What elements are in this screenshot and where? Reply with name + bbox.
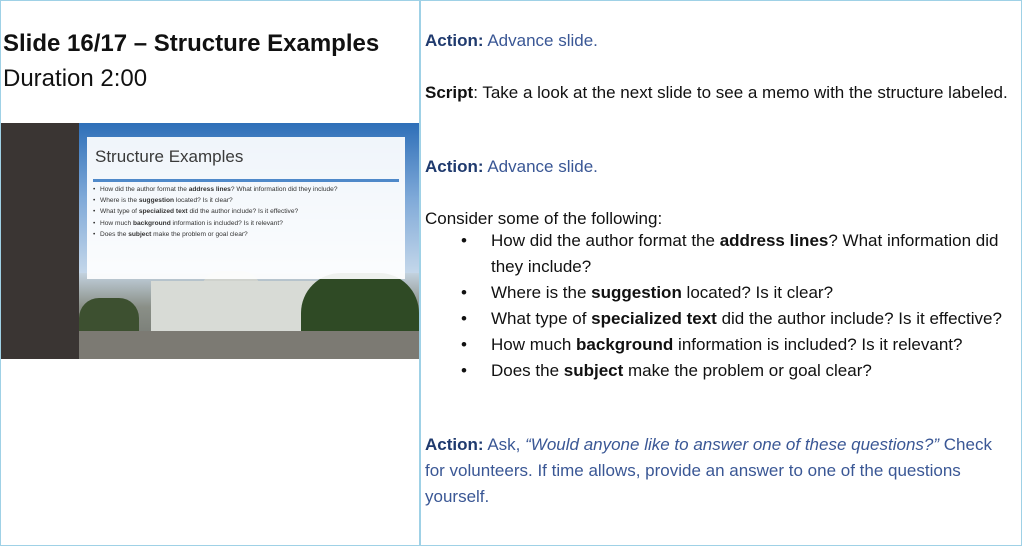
script-paragraph: Script: Take a look at the next slide to see a memo with the structure labeled. (425, 83, 1008, 102)
action-advance-2: Action: Advance slide. (425, 157, 598, 176)
slide-title-rule (93, 179, 399, 182)
thumbnail-trees-left (79, 298, 139, 333)
slide-thumbnail (1, 123, 419, 359)
action-ask-paragraph: Action: Ask, “Would anyone like to answer one of these questions?” Check for volunteers. If time allows, provide an answer to one of the questions yourself. (425, 435, 992, 506)
thumbnail-dark-bar (1, 123, 79, 359)
slide-column (0, 0, 419, 544)
notes-question-item: • Does the subject make the problem or goal clear? (425, 358, 1015, 384)
column-divider (419, 0, 421, 546)
slide-bullet: • Does the subject make the problem or goal clear? (93, 231, 399, 239)
thumbnail-plaza (79, 331, 419, 359)
slide-bullet: • Where is the suggestion located? Is it clear? (93, 197, 399, 205)
slide-content-card (87, 137, 405, 279)
slide-bullet-list (93, 186, 399, 242)
slide-bullet: • How much background information is included? Is it relevant? (93, 220, 399, 228)
slide-title: Structure Examples (95, 147, 244, 166)
thumbnail-capitol-building (151, 281, 321, 333)
notes-question-item: • How did the author format the address lines? What information did they include? (425, 228, 1015, 280)
notes-question-item: • How much background information is included? Is it relevant? (425, 332, 1015, 358)
notes-question-item: • Where is the suggestion located? Is it clear? (425, 280, 1015, 306)
notes-question-list (425, 228, 1015, 384)
notes-question-item: • What type of specialized text did the author include? Is it effective? (425, 306, 1015, 332)
action-advance-1: Action: Advance slide. (425, 31, 598, 50)
slide-bullet: • What type of specialized text did the author include? Is it effective? (93, 208, 399, 216)
slide-bullet: • How did the author format the address lines? What information did they include? (93, 186, 399, 194)
slide-number-title: Slide 16/17 – Structure Examples (3, 30, 380, 57)
slide-duration: Duration 2:00 (3, 65, 148, 92)
consider-intro: Consider some of the following: (425, 209, 663, 228)
